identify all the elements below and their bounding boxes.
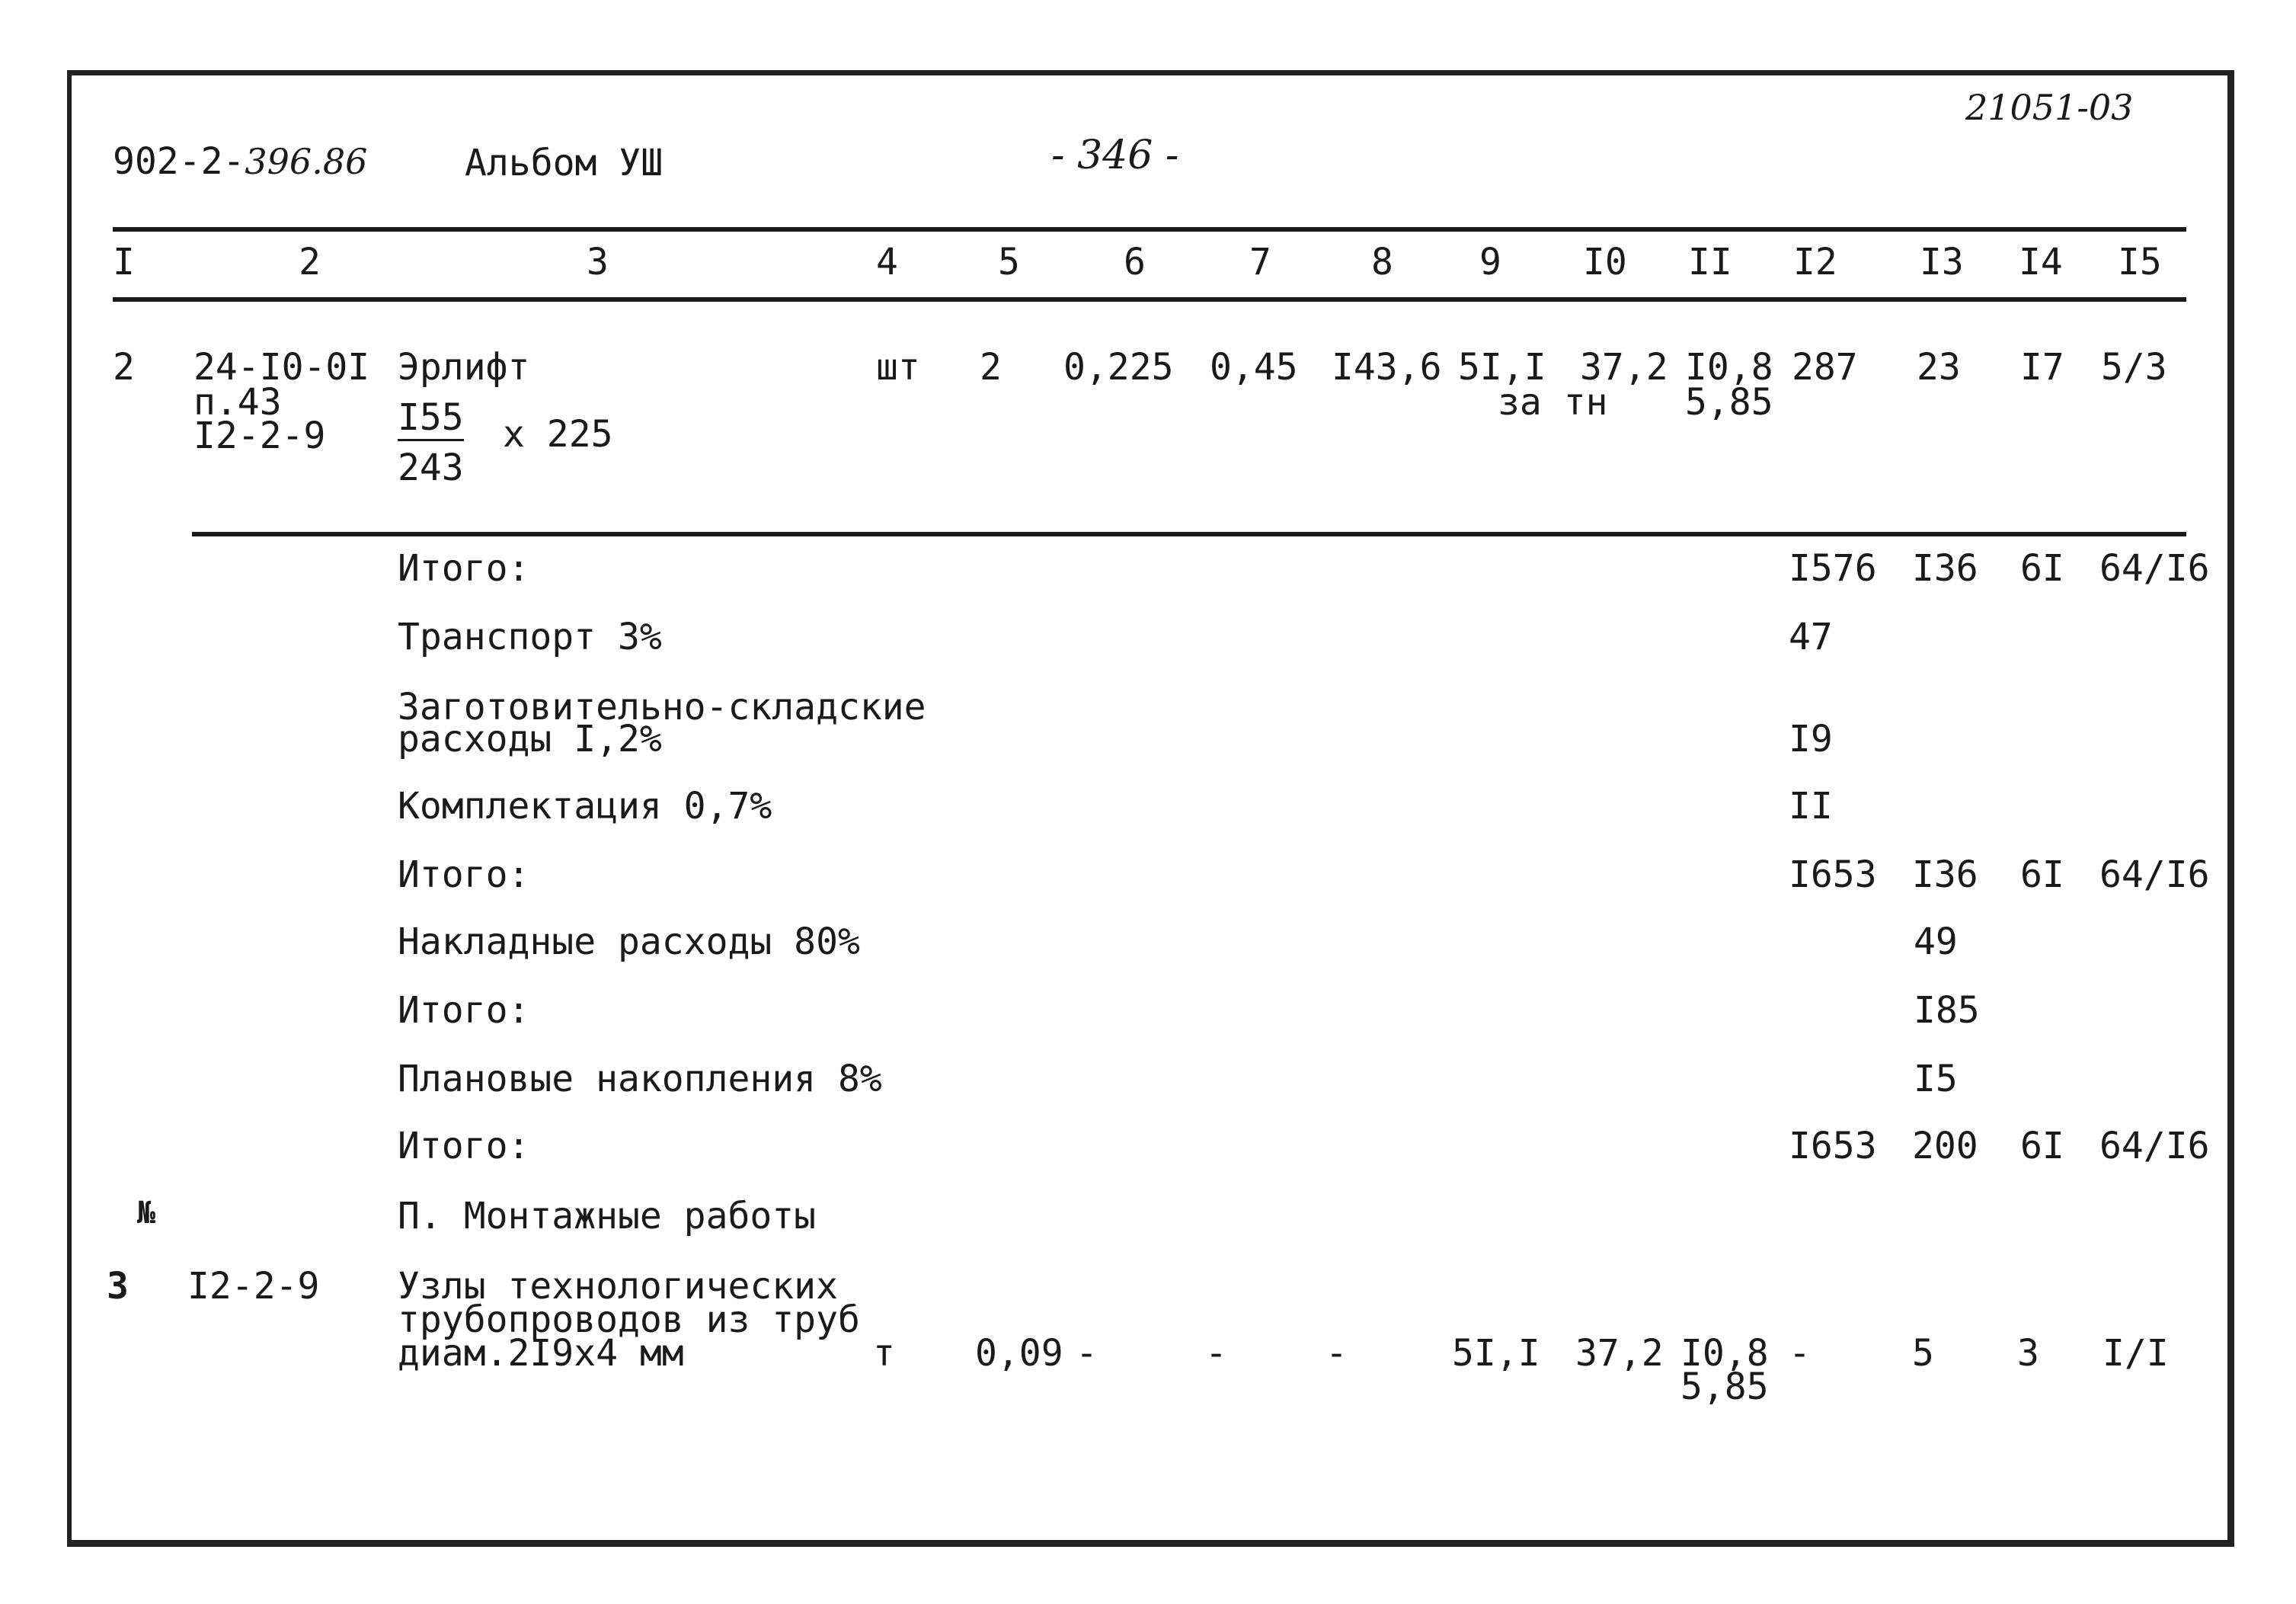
total-machinery: I/I [2103, 1332, 2169, 1375]
header-rule-bottom [113, 297, 2186, 302]
norm-clause: п.43 [193, 381, 282, 424]
summary-total-cost: 47 [1789, 616, 1833, 658]
summary-label: Итого: [398, 1125, 530, 1167]
doc-number [113, 140, 368, 183]
album-label: Альбом УШ [465, 142, 664, 184]
column-header: 9 [1479, 241, 1501, 283]
wages: 37,2 [1580, 346, 1668, 389]
summary-total-cost: I9 [1789, 718, 1833, 760]
archive-number: 21051-03 [1965, 87, 2134, 128]
column-header: I5 [2118, 241, 2162, 283]
header-rule-top [113, 227, 2186, 232]
summary-total-install: I36 [1912, 547, 1978, 590]
quantity: 0,09 [975, 1332, 1063, 1375]
quantity: 2 [980, 346, 1002, 389]
doc-number-handwritten: 396.86 [245, 141, 368, 182]
summary-total-cost: I653 [1789, 1125, 1877, 1167]
column-header: I3 [1920, 241, 1964, 283]
machinery-wages: 5,85 [1685, 381, 1773, 424]
machinery: I0,8 [1680, 1332, 1769, 1375]
summary-total-install: I36 [1912, 853, 1978, 896]
summary-total-wages: 6I [2020, 547, 2064, 590]
column-header: 7 [1249, 241, 1271, 283]
summary-total-install: I85 [1914, 989, 1980, 1032]
summary-label: Комплектация 0,7% [398, 785, 772, 828]
total-cost: 287 [1792, 346, 1858, 389]
total-cost: - [1789, 1332, 1811, 1375]
summary-label: Итого: [398, 547, 530, 590]
total-install: 5 [1912, 1332, 1934, 1375]
section-rule [192, 532, 2186, 536]
column-header: I0 [1583, 241, 1627, 283]
install-cost: 5I,I [1452, 1332, 1540, 1375]
column-header: 6 [1124, 241, 1146, 283]
total-wages: 3 [2017, 1332, 2039, 1375]
column-header: 8 [1371, 241, 1393, 283]
fraction-numerator: I55 [398, 399, 464, 441]
fraction-denominator: 243 [398, 447, 464, 489]
install-cost: 5I,I [1458, 346, 1546, 389]
summary-label: Плановые накопления 8% [398, 1058, 882, 1100]
row-number: 3 [107, 1265, 129, 1308]
unit-weight: - [1076, 1332, 1098, 1375]
column-header: I4 [2019, 241, 2063, 283]
summary-total-machinery: 64/I6 [2099, 547, 2210, 590]
wages: 37,2 [1575, 1332, 1664, 1375]
column-header: II [1688, 241, 1732, 283]
summary-label: Транспорт 3% [398, 616, 662, 658]
unit: шт [876, 346, 920, 389]
item-name: Узлы технологических [398, 1265, 838, 1308]
page-number: - 346 - [1051, 133, 1179, 178]
summary-label: Заготовительно-складские [398, 686, 926, 728]
section-title: П. Монтажные работы [398, 1195, 817, 1237]
page-border [67, 70, 2234, 1547]
machinery: I0,8 [1685, 346, 1773, 389]
per-unit-note: за тн [1498, 381, 1608, 424]
summary-total-install: 49 [1914, 920, 1958, 963]
column-header: 4 [876, 241, 898, 283]
column-header: I [113, 241, 135, 283]
column-header: 3 [587, 241, 609, 283]
unit-cost: - [1325, 1332, 1348, 1375]
summary-total-machinery: 64/I6 [2099, 1125, 2210, 1167]
fraction-multiplier: х 225 [503, 413, 613, 456]
unit-weight: 0,225 [1063, 346, 1174, 389]
total-machinery: 5/3 [2101, 346, 2167, 389]
unit: т [873, 1332, 895, 1375]
machinery-wages: 5,85 [1680, 1365, 1769, 1408]
price-code: I2-2-9 [187, 1265, 320, 1308]
item-name-cont: трубопроводов из труб [398, 1298, 860, 1341]
summary-total-cost: I576 [1789, 547, 1877, 590]
summary-total-machinery: 64/I6 [2099, 853, 2210, 896]
column-header: 5 [998, 241, 1020, 283]
column-header: I2 [1793, 241, 1837, 283]
summary-total-install: 200 [1912, 1125, 1978, 1167]
row-number: 2 [113, 346, 135, 389]
norm-code: 24-I0-0I [193, 346, 370, 389]
doc-number-prefix: 902-2- [113, 140, 245, 183]
summary-total-wages: 6I [2020, 853, 2064, 896]
item-name: Эрлифт [398, 346, 530, 389]
total-wages: I7 [2020, 346, 2064, 389]
price-code: I2-2-9 [193, 415, 326, 457]
item-name-cont: диам.2I9х4 мм [398, 1332, 684, 1375]
total-install: 23 [1917, 346, 1961, 389]
summary-label: Итого: [398, 853, 530, 896]
total-weight: - [1205, 1332, 1227, 1375]
section-mark: № [137, 1196, 156, 1231]
summary-total-cost: I653 [1789, 853, 1877, 896]
column-header: 2 [299, 241, 321, 283]
total-weight: 0,45 [1210, 346, 1298, 389]
summary-label-cont: расходы I,2% [398, 718, 662, 760]
summary-total-install: I5 [1914, 1058, 1958, 1100]
summary-label: Накладные расходы 80% [398, 920, 860, 963]
summary-total-cost: II [1789, 785, 1833, 828]
summary-total-wages: 6I [2020, 1125, 2064, 1167]
summary-label: Итого: [398, 989, 530, 1032]
unit-cost: I43,6 [1332, 346, 1442, 389]
